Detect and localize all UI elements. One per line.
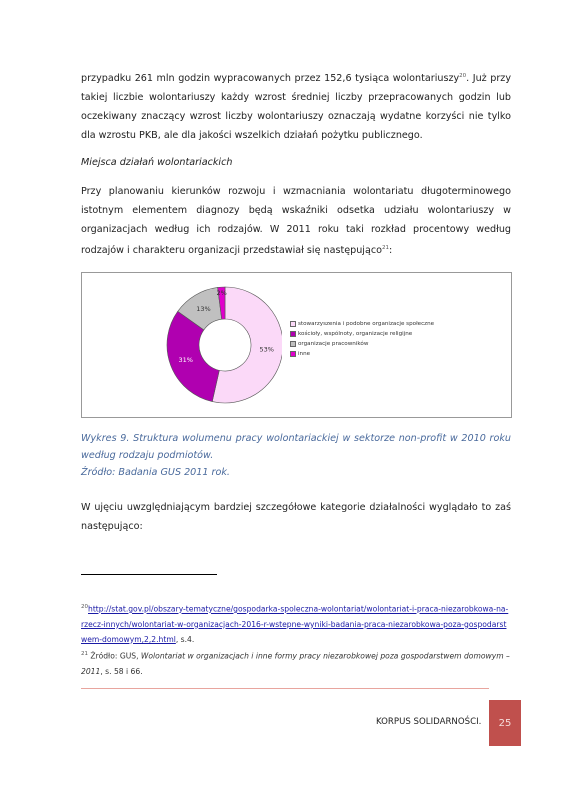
legend-swatch [290, 341, 296, 347]
donut-slice-label: 53% [259, 345, 274, 354]
paragraph-2 [81, 182, 511, 260]
caption-source: Źródło: Badania GUS 2011 rok. [81, 467, 230, 478]
footnote-20-number: 20 [81, 604, 88, 610]
caption-title: Wykres 9. Struktura wolumenu pracy wolontariackiej w sektorze non-profit w 2010 roku według rodzaju podmiotów. [81, 433, 511, 461]
footnote-20-tail: , s.4. [175, 634, 195, 644]
legend-swatch [290, 321, 296, 327]
footnote-20 [81, 600, 511, 647]
legend-swatch [290, 331, 296, 337]
legend-swatch [290, 351, 296, 357]
chart-legend [290, 319, 434, 359]
donut-chart [81, 272, 512, 418]
donut-slice-label: 13% [196, 304, 211, 313]
footnote-21-post: , s. 58 i 66. [100, 666, 143, 676]
paragraph-2-text-end: : [389, 245, 393, 257]
footnote-21-title: Wolontariat w organizacjach i inne formy pracy niezarobkowej poza gospodarstwem domowym – 2011 [81, 651, 510, 676]
paragraph-2-text: Przy planowaniu kierunków rozwoju i wzmacniania wolontariatu długoterminowego istotnym elementem diagnozy będą wskaźniki odsetka udziału wolontariuszy w organizacjach według ich rodzajów. W 2011 roku taki rozkład procentowy według rodzajów i charakteru organizacji przedstawiał się następująco [81, 186, 511, 257]
footnote-ref-21[interactable]: 21 [382, 245, 389, 251]
legend-item [290, 329, 434, 339]
paragraph-1-text: przypadku 261 mln godzin wypracowanych przez 152,6 tysiąca wolontariuszy [81, 73, 460, 85]
footer-title: KORPUS SOLIDARNOŚCI. [376, 717, 482, 727]
footnote-21-pre: Źródło: GUS, [88, 651, 141, 661]
footnote-divider [81, 574, 217, 575]
donut-slice-label: 2% [216, 289, 227, 298]
paragraph-1 [81, 67, 511, 145]
legend-label: organizacje pracowników [298, 341, 369, 347]
donut-slice [167, 311, 219, 401]
legend-label: stowarzyszenia i podobne organizacje społeczne [298, 321, 435, 327]
legend-label: kościoły, wspólnoty, organizacje religijne [298, 331, 413, 337]
footnote-21-number: 21 [81, 651, 88, 657]
footer-divider [81, 688, 489, 689]
footnote-20-link[interactable]: http://stat.gov.pl/obszary-tematyczne/gospodarka-spoleczna-wolontariat/wolontariat-i-praca-niezarobkowa-na-rzecz-innych/wolontariat-w-organizacjach-2016-r-wstepne-wyniki-badania-praca-niezarobkowa-poza-gospodarstwem-domowym,2,2.html [81, 604, 509, 644]
footnote-21 [81, 647, 511, 679]
figure-caption [81, 430, 511, 481]
legend-item [290, 339, 434, 349]
footnote-ref-20[interactable]: 20 [459, 73, 467, 79]
paragraph-1-text-cont: . Już przy takiej liczbie wolontariuszy każdy wzrost średniej liczby przepracowanych godzin lub oczekiwany znaczący wzrost liczby wolontariuszy oznaczają wydatne korzyści nie tylko dla wzrostu PKB, ale dla jakości wszelkich działań pożytku publicznego. [81, 73, 511, 142]
section-heading: Miejsca działań wolontariackich [81, 157, 233, 168]
legend-item [290, 349, 434, 359]
legend-item [290, 319, 434, 329]
donut-slice-label: 31% [178, 355, 193, 364]
page-number: 25 [489, 700, 521, 746]
legend-label: inne [298, 351, 311, 357]
paragraph-3: W ujęciu uwzględniającym bardziej szczegółowe kategorie działalności wyglądało to zaś następująco: [81, 502, 511, 532]
donut-chart-svg [82, 273, 282, 417]
